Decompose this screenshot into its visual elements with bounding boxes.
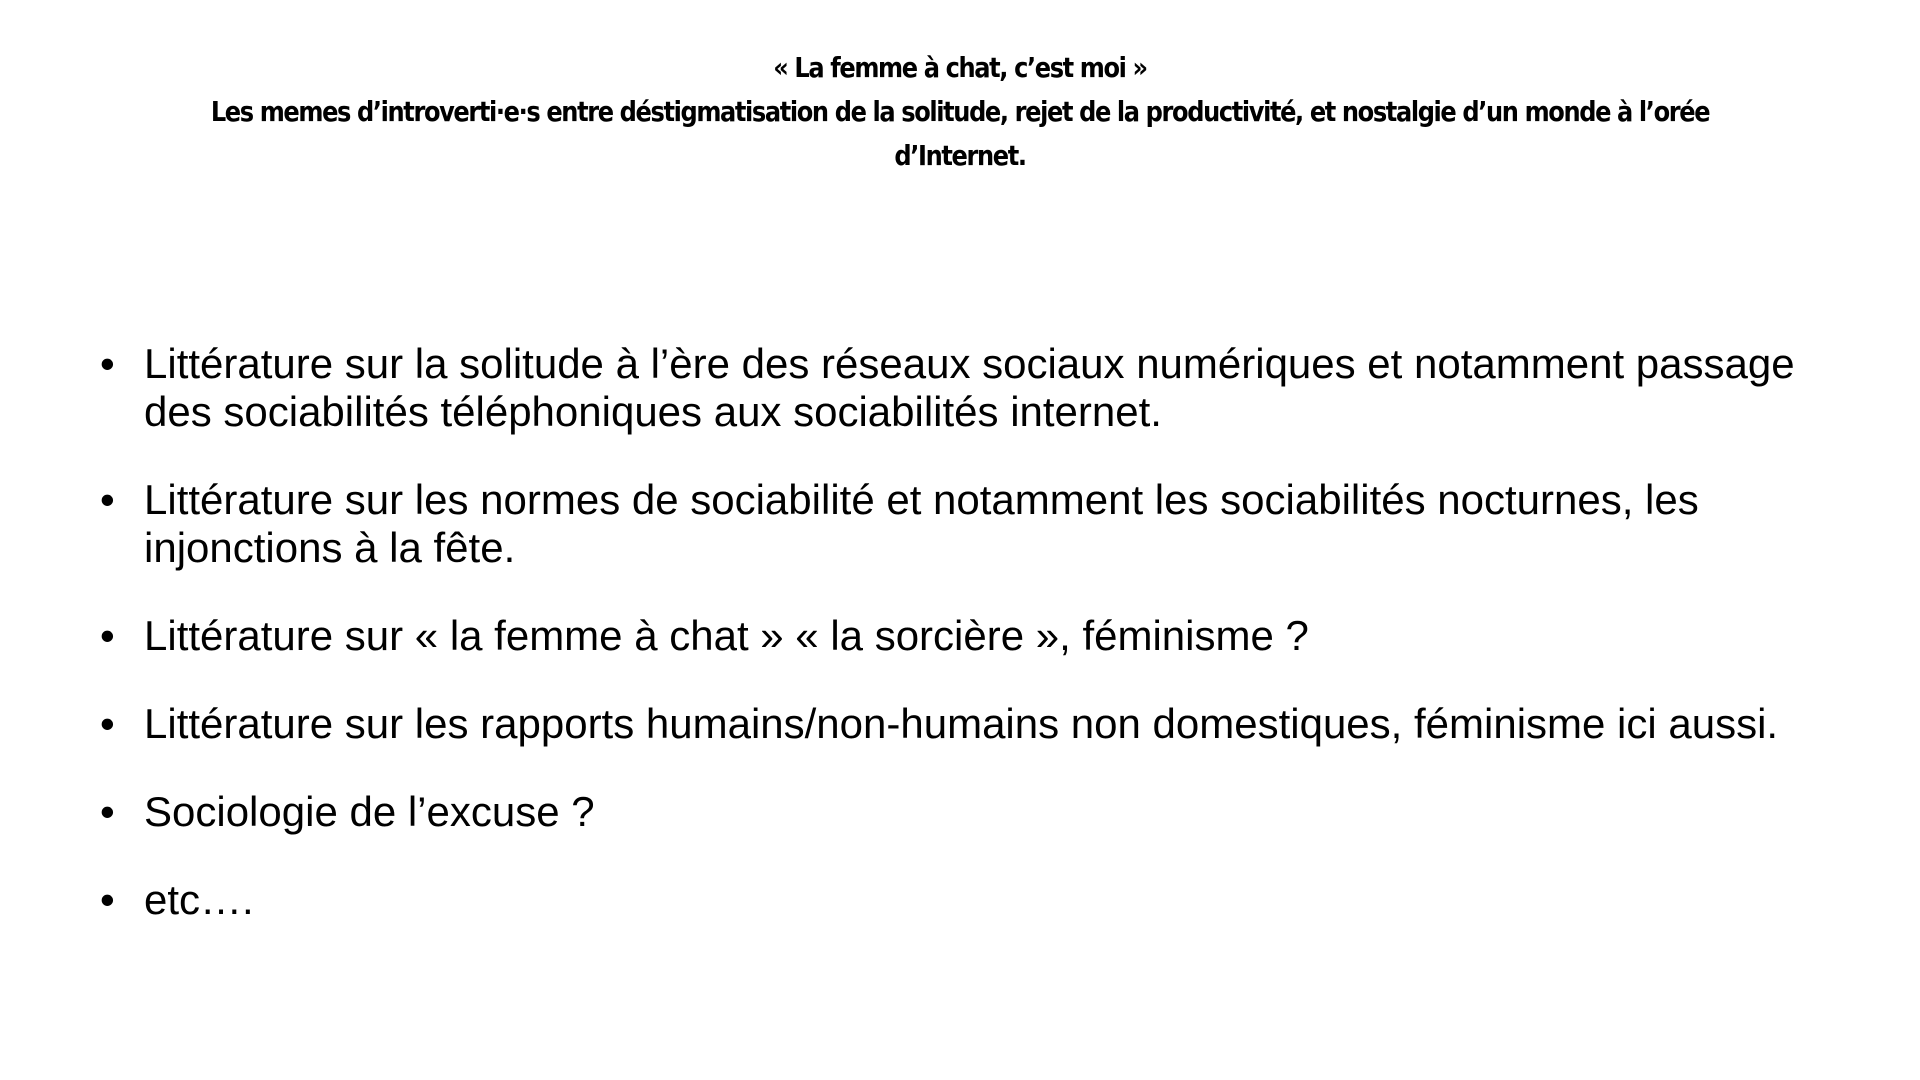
bullet-text: Littérature sur les normes de sociabilité et notamment les sociabilités nocturnes, les injonctions à la fête. bbox=[144, 476, 1699, 571]
bullet-icon: • bbox=[100, 340, 115, 387]
bullet-icon: • bbox=[100, 788, 115, 835]
bullet-icon: • bbox=[100, 700, 115, 747]
list-item bbox=[100, 788, 1800, 836]
bullet-icon: • bbox=[100, 876, 115, 923]
bullet-text: Littérature sur les rapports humains/non-humains non domestiques, féminisme ici aussi. bbox=[144, 700, 1779, 747]
list-item bbox=[100, 700, 1800, 748]
list-item bbox=[100, 476, 1800, 572]
bullet-text: Littérature sur la solitude à l’ère des réseaux sociaux numériques et notamment passage des sociabilités téléphoniques aux sociabilités internet. bbox=[144, 340, 1795, 435]
bullet-icon: • bbox=[100, 476, 115, 523]
list-item bbox=[100, 612, 1800, 660]
bullet-icon: • bbox=[100, 612, 115, 659]
bullet-list bbox=[100, 340, 1800, 924]
title-subtitle: Les memes d’introverti·e·s entre déstigmatisation de la solitude, rejet de la productivité, et nostalgie d’un monde à l’orée d’Internet. bbox=[210, 95, 1710, 172]
list-item bbox=[100, 340, 1800, 436]
slide-title bbox=[203, 46, 1717, 178]
title-quote: « La femme à chat, c’est moi » bbox=[773, 51, 1147, 84]
list-item bbox=[100, 876, 1800, 924]
bullet-text: etc…. bbox=[144, 876, 254, 923]
bullet-text: Littérature sur « la femme à chat » « la sorcière », féminisme ? bbox=[144, 612, 1309, 659]
bullet-text: Sociologie de l’excuse ? bbox=[144, 788, 595, 835]
